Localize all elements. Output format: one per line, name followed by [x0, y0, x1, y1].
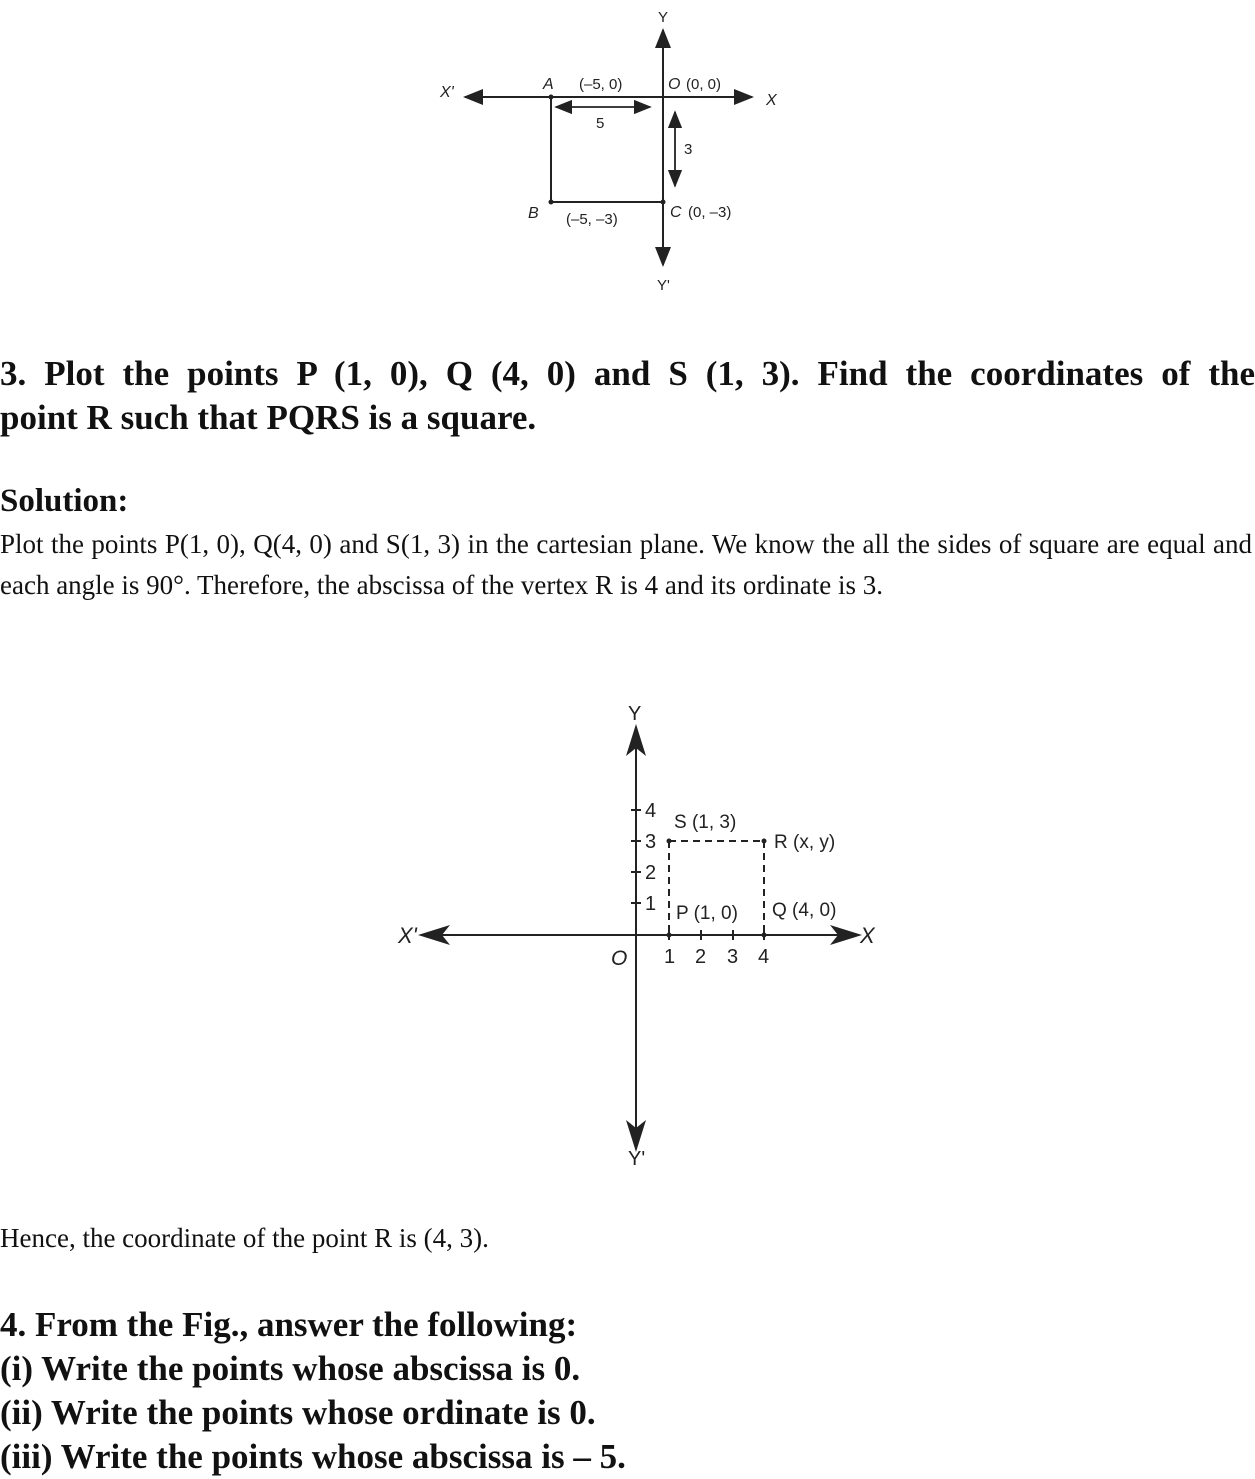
figure-square-pqrs-svg — [390, 700, 890, 1170]
point-s-label: S (1, 3) — [674, 812, 737, 833]
length-oc-label: 3 — [684, 141, 693, 158]
point-b-label: B — [528, 205, 539, 222]
y-axis-label: Y — [628, 703, 642, 725]
y-tick-label-4: 4 — [645, 800, 657, 822]
x-tick-label-4: 4 — [758, 946, 770, 968]
question-3 — [0, 352, 1255, 440]
point-a-label: A — [543, 76, 554, 93]
y-axis-neg-label: Y' — [657, 277, 670, 294]
point-o-label: O — [668, 76, 681, 93]
x-tick-label-3: 3 — [727, 946, 739, 968]
x-axis-neg-label: X' — [398, 923, 417, 948]
x-axis-label: X — [860, 923, 875, 948]
point-c-dot — [661, 200, 666, 205]
point-c-label: C — [670, 204, 682, 221]
point-r-dot — [762, 839, 767, 844]
point-a-dot — [549, 95, 554, 100]
question-4-line-3: (ii) Write the points whose ordinate is 0. — [0, 1393, 596, 1432]
figure-rectangle-aboc — [430, 0, 790, 300]
y-tick-label-3: 3 — [645, 831, 657, 853]
point-p-label: P (1, 0) — [676, 903, 738, 924]
point-r-label: R (x, y) — [774, 832, 836, 853]
point-s-dot — [667, 839, 672, 844]
y-tick-label-1: 1 — [645, 893, 657, 915]
point-q-dot — [762, 933, 767, 938]
origin-label: O — [611, 947, 628, 970]
x-axis-neg-label: X' — [440, 84, 454, 101]
point-b-coord: (–5, –3) — [566, 211, 618, 228]
conclusion-text: Hence, the coordinate of the point R is (4, 3). — [0, 1223, 489, 1253]
length-ao-label: 5 — [596, 115, 605, 132]
y-tick-label-2: 2 — [645, 862, 657, 884]
question-4 — [0, 1303, 1255, 1479]
point-p-dot — [667, 933, 672, 938]
y-axis-neg-label: Y' — [628, 1148, 646, 1170]
solution-title: Solution: — [0, 483, 129, 519]
x-axis-label: X — [766, 92, 777, 109]
solution-paragraph: Plot the points P(1, 0), Q(4, 0) and S(1, 3) in the cartesian plane. We know the all the sides of square are equal and each angle is 90°. Therefore, the abscissa of the vertex R is 4 and its ordinate is 3. — [0, 529, 1252, 600]
question-4-line-4: (iii) Write the points whose abscissa is – 5. — [0, 1437, 626, 1476]
point-q-label: Q (4, 0) — [772, 900, 837, 921]
y-axis-label: Y — [658, 9, 669, 26]
point-c-coord: (0, –3) — [688, 204, 732, 221]
figure-square-pqrs — [390, 700, 890, 1170]
question-3-line-2: point R such that PQRS is a square. — [0, 398, 537, 437]
question-4-line-1: 4. From the Fig., answer the following: — [0, 1305, 578, 1344]
point-o-coord: (0, 0) — [686, 76, 722, 93]
x-tick-label-1: 1 — [664, 946, 676, 968]
question-4-line-2: (i) Write the points whose abscissa is 0. — [0, 1349, 581, 1388]
question-3-line-1: 3. Plot the points P (1, 0), Q (4, 0) and S (1, 3). Find the coordinates of the — [0, 354, 1255, 393]
point-b-dot — [549, 200, 554, 205]
x-tick-label-2: 2 — [695, 946, 707, 968]
point-a-coord: (–5, 0) — [579, 76, 623, 93]
figure-rectangle-aboc-svg — [430, 0, 790, 300]
